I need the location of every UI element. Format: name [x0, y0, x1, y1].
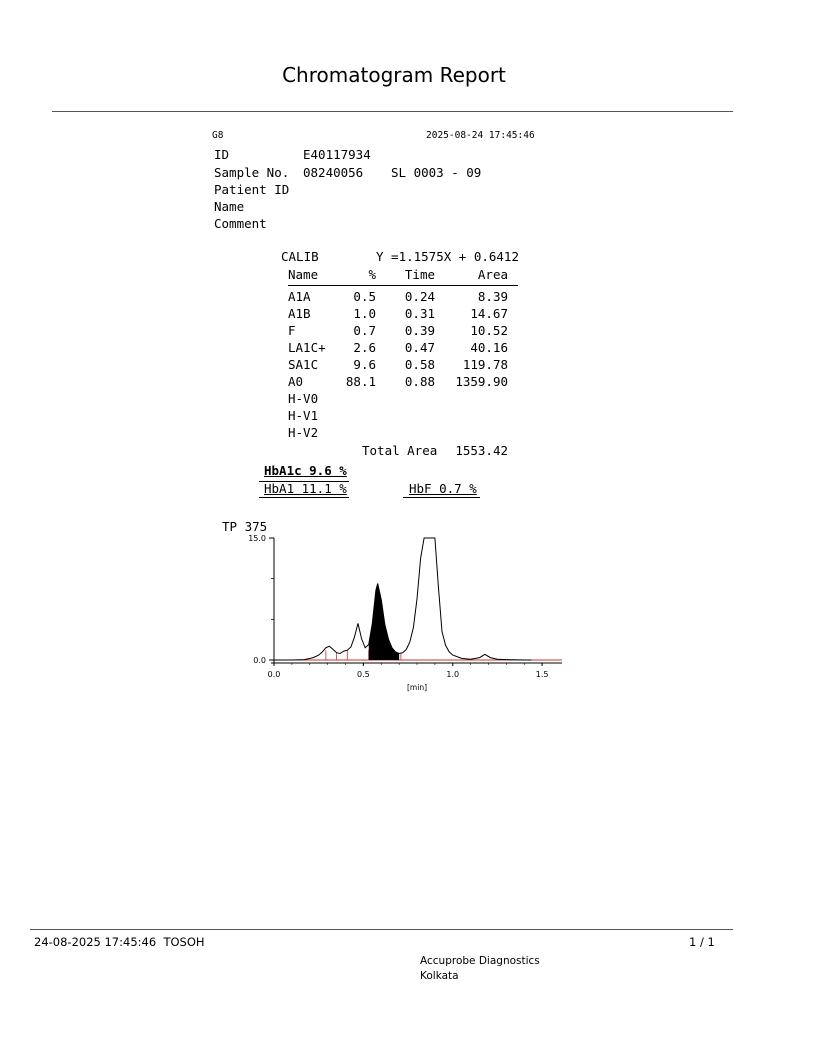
calib-equation: Y =1.1575X + 0.6412	[376, 249, 519, 264]
footer-timestamp: 24-08-2025 17:45:46 TOSOH	[34, 935, 205, 949]
hba1-rule	[259, 497, 349, 498]
total-row	[288, 443, 518, 461]
table-row	[288, 391, 518, 408]
y-tick-label: 0.0	[253, 656, 266, 665]
row-name: F	[288, 323, 296, 338]
report-title: Chromatogram Report	[282, 63, 506, 87]
results-table	[288, 267, 518, 467]
id-value: E40117934	[303, 147, 371, 162]
table-row	[288, 425, 518, 442]
chromatogram-trace	[274, 538, 531, 660]
lab-name: Accuprobe Diagnostics	[420, 955, 540, 967]
name-label: Name	[214, 199, 245, 214]
row-area: 10.52	[470, 323, 508, 338]
row-name: H-V0	[288, 391, 319, 406]
table-row	[288, 408, 518, 425]
row-name: A0	[288, 374, 304, 389]
row-time: 0.31	[404, 306, 435, 321]
rack-position: SL 0003 - 09	[391, 165, 482, 180]
x-tick-label: 0.5	[357, 670, 370, 679]
report-datetime: 2025-08-24 17:45:46	[426, 130, 535, 141]
total-area-label: Total Area	[362, 443, 438, 458]
hba1-result: HbA1 11.1 %	[264, 481, 347, 496]
header-area: Area	[477, 267, 508, 282]
x-tick-label: 1.5	[535, 670, 549, 679]
instrument-label: G8	[212, 130, 224, 141]
row-pct: 0.7	[353, 323, 376, 338]
row-area: 119.78	[462, 357, 508, 372]
hba1c-result: HbA1c 9.6 %	[264, 463, 347, 478]
sample-label: Sample No.	[214, 165, 290, 180]
row-time: 0.24	[404, 289, 435, 304]
page-number: 1 / 1	[689, 935, 715, 949]
row-time: 0.47	[404, 340, 435, 355]
table-row	[288, 306, 518, 323]
row-name: A1A	[288, 289, 311, 304]
table-row	[288, 357, 518, 374]
row-name: H-V1	[288, 408, 319, 423]
row-name: SA1C	[288, 357, 319, 372]
chart-title: TP 375	[222, 519, 268, 534]
table-row	[288, 340, 518, 357]
comment-label: Comment	[214, 216, 267, 231]
row-time: 0.58	[404, 357, 435, 372]
row-area: 14.67	[470, 306, 508, 321]
row-time: 0.39	[404, 323, 435, 338]
chromatogram-chart	[230, 528, 570, 698]
footer-divider	[30, 929, 733, 930]
header-time: Time	[404, 267, 435, 282]
row-pct: 88.1	[345, 374, 376, 389]
table-header-row	[288, 267, 518, 286]
row-area: 8.39	[477, 289, 508, 304]
x-axis-label: [min]	[407, 683, 427, 692]
row-name: H-V2	[288, 425, 319, 440]
row-area: 1359.90	[455, 374, 508, 389]
table-row	[288, 289, 518, 306]
row-pct: 9.6	[353, 357, 376, 372]
lab-city: Kolkata	[420, 970, 459, 982]
id-label: ID	[214, 147, 230, 162]
hbf-rule	[403, 497, 480, 498]
row-name: A1B	[288, 306, 311, 321]
hbf-result: HbF 0.7 %	[409, 481, 477, 496]
patient-id-label: Patient ID	[214, 182, 290, 197]
row-name: LA1C+	[288, 340, 326, 355]
total-area-value: 1553.42	[455, 443, 508, 458]
row-pct: 2.6	[353, 340, 376, 355]
header-divider	[52, 111, 733, 112]
sa1c-peak-fill	[369, 584, 399, 660]
sample-value: 08240056	[303, 165, 364, 180]
table-row	[288, 374, 518, 391]
y-tick-label: 15.0	[248, 534, 266, 543]
table-row	[288, 323, 518, 340]
x-tick-label: 0.0	[267, 670, 281, 679]
row-pct: 1.0	[353, 306, 376, 321]
calib-label: CALIB	[281, 249, 319, 264]
x-tick-label: 1.0	[446, 670, 460, 679]
row-area: 40.16	[470, 340, 508, 355]
header-pct: %	[368, 267, 376, 282]
header-name: Name	[288, 267, 319, 282]
row-pct: 0.5	[353, 289, 376, 304]
row-time: 0.88	[404, 374, 435, 389]
